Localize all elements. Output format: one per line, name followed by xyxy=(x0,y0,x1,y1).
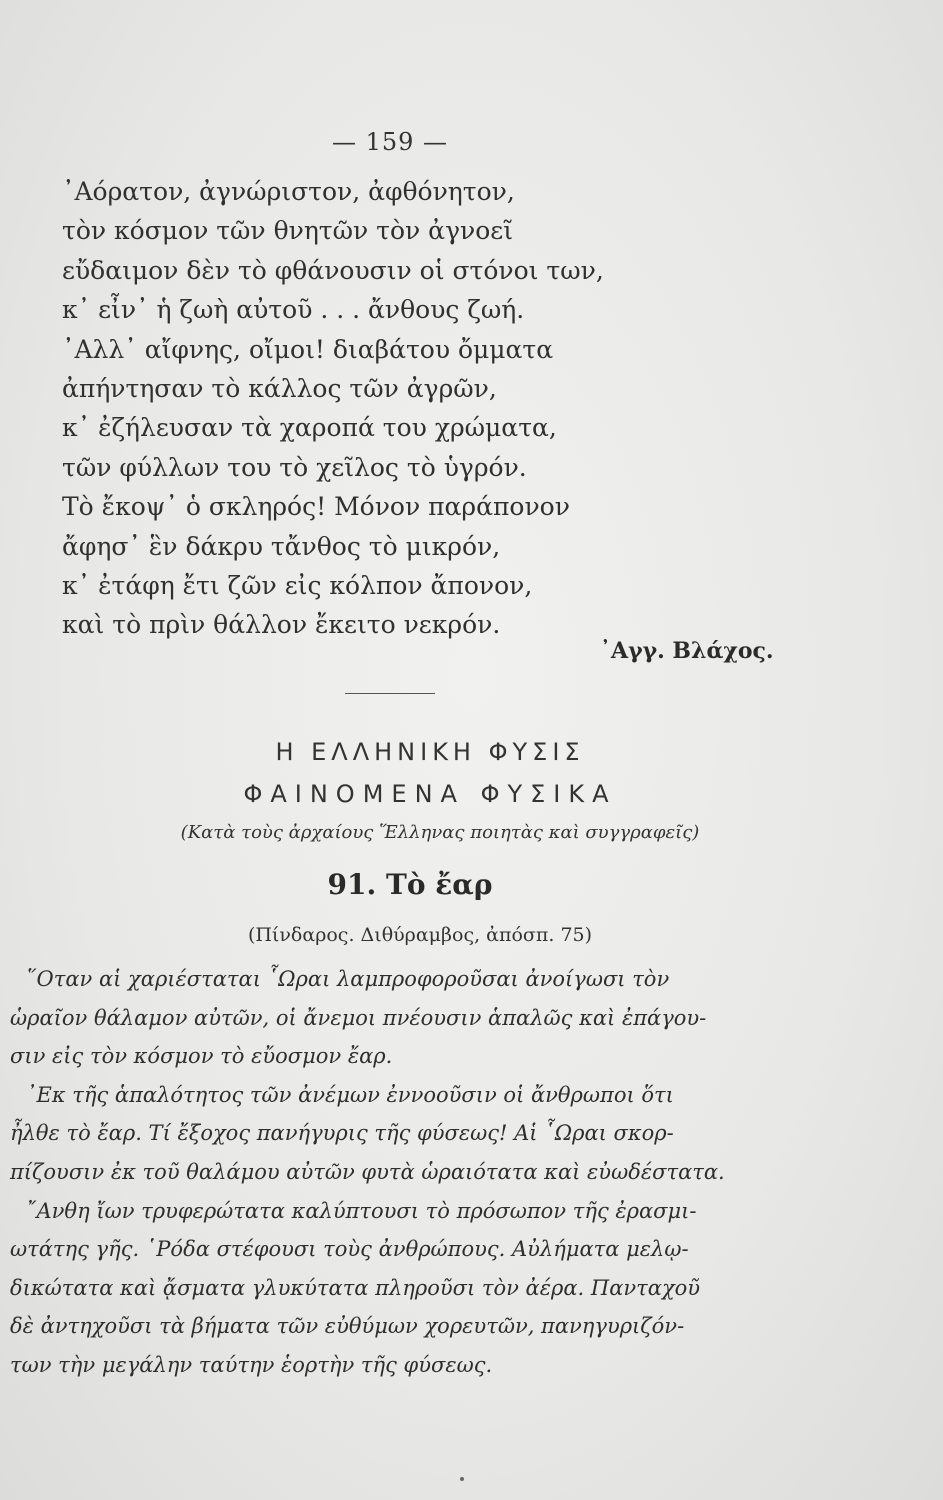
prose-line: των τὴν μεγάλην ταύτην ἑορτὴν τῆς φύσεως. xyxy=(10,1352,493,1377)
poem-line: ᾿Αλλ᾿ αἴφνης, οἴμοι! διαβάτου ὄμματα xyxy=(62,334,554,364)
poem-line: εὔδαιμον δὲν τὸ φθάνουσιν οἱ στόνοι των, xyxy=(62,255,604,285)
section-divider xyxy=(345,693,435,694)
prose-line: δὲ ἀντηχοῦσι τὰ βήματα τῶν εὐθύμων χορευτῶν, πανηγυριζόν- xyxy=(10,1314,685,1339)
poem-line: κ᾿ ἐζήλευσαν τὰ χαροπά του χρώματα, xyxy=(62,413,557,443)
page-number: — 159 — xyxy=(331,128,449,156)
prose-line: σιν εἰς τὸν κόσμον τὸ εὔοσμον ἔαρ. xyxy=(10,1044,393,1069)
prose-line: δικώτατα καὶ ᾄσματα γλυκύτατα πληροῦσι τὸν ἀέρα. Πανταχοῦ xyxy=(10,1275,701,1300)
poem-signature: ᾿Αγγ. Βλάχος. xyxy=(600,638,774,664)
page-speck xyxy=(460,1477,464,1481)
poem-line: τῶν φύλλων του τὸ χεῖλος τὸ ὑγρόν. xyxy=(62,452,527,482)
prose-line: ἦλθε τὸ ἔαρ. Τί ἔξοχος πανήγυρις τῆς φύσεως! Αἱ ῟Ωραι σκορ- xyxy=(10,1121,674,1146)
chapter-title: 91. Τὸ ἔαρ xyxy=(327,868,493,901)
section-heading-secondary: ΦΑΙΝΟΜΕΝΑ ΦΥΣΙΚΑ xyxy=(243,780,617,808)
prose-line: ῎Ανθη ἴων τρυφερώτατα καλύπτουσι τὸ πρόσωπον τῆς ἐρασμι- xyxy=(26,1198,697,1223)
poem-line: ἄφησ᾿ ἓν δάκρυ τἄνθος τὸ μικρόν, xyxy=(62,531,501,561)
poem-line: ᾿Αόρατον, ἀγνώριστον, ἀφθόνητον, xyxy=(62,177,515,206)
prose-line: ῞Οταν αἱ χαριέσταται ῟Ωραι λαμπροφοροῦσαι ἀνοίγωσι τὸν xyxy=(26,967,670,991)
poem-line: κ᾿ ἐτάφη ἔτι ζῶν εἰς κόλπον ἄπονον, xyxy=(62,570,533,600)
section-subtitle: (Κατὰ τοὺς ἀρχαίους Ἕλληνας ποιητὰς καὶ συγγραφεῖς) xyxy=(180,822,700,843)
source-citation: (Πίνδαρος. Διθύραμβος, ἀπόσπ. 75) xyxy=(247,924,593,946)
poem-line: τὸν κόσμον τῶν θνητῶν τὸν ἀγνοεῖ xyxy=(62,216,514,246)
section-heading-primary: Η ΕΛΛΗΝΙΚΗ ΦΥΣΙΣ xyxy=(275,738,585,766)
poem xyxy=(62,172,682,645)
poem-line: Τὸ ἔκοψ᾿ ὁ σκληρός! Μόνον παράπονον xyxy=(62,492,570,522)
prose-line: ωτάτης γῆς. ῾Ρόδα στέφουσι τοὺς ἀνθρώπους. Αὐλήματα μελῳ- xyxy=(10,1237,689,1262)
prose-line: ᾿Εκ τῆς ἁπαλότητος τῶν ἀνέμων ἐννοοῦσιν οἱ ἄνθρωποι ὅτι xyxy=(26,1082,674,1107)
prose-paragraphs xyxy=(10,960,810,1385)
prose-line: ὡραῖον θάλαμον αὐτῶν, οἱ ἄνεμοι πνέουσιν ἁπαλῶς καὶ ἐπάγου- xyxy=(10,1005,707,1030)
poem-line: καὶ τὸ πρὶν θάλλον ἔκειτο νεκρόν. xyxy=(62,610,501,640)
poem-line: κ᾿ εἶν᾿ ἡ ζωὴ αὐτοῦ . . . ἄνθους ζωή. xyxy=(62,295,525,325)
poem-line: ἀπήντησαν τὸ κάλλος τῶν ἀγρῶν, xyxy=(62,373,497,403)
prose-line: πίζουσιν ἐκ τοῦ θαλάμου αὐτῶν φυτὰ ὡραιότατα καὶ εὐωδέστατα. xyxy=(10,1159,725,1184)
